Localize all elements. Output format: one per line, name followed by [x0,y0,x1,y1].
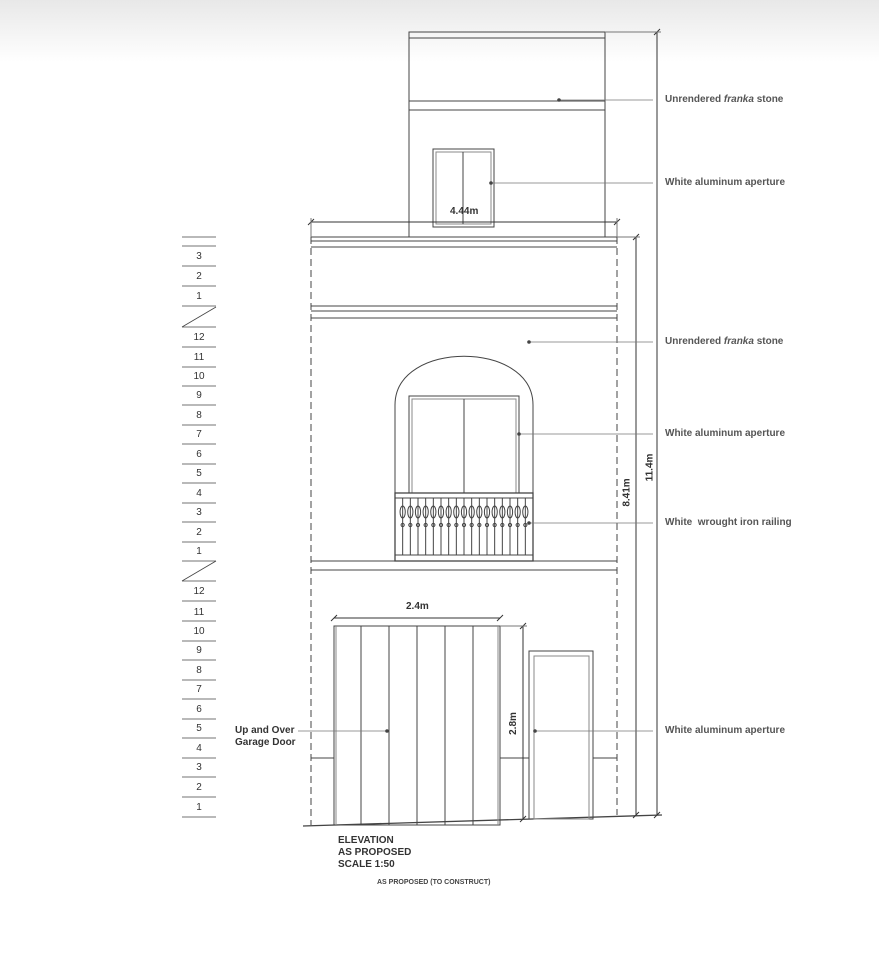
step-number: 2 [196,271,202,282]
roof-structure [409,32,605,237]
label-roof-aperture: White aluminum aperture [665,177,786,188]
step-number: 1 [196,802,202,813]
dimension-garage-height: 2.8m [507,712,519,735]
leader-lines [298,100,656,731]
label-ground-aperture: White aluminum aperture [665,725,786,736]
stair-break-lower [182,561,216,581]
step-number: 8 [196,665,202,676]
title-line-1: ELEVATION [338,835,394,846]
drawing-subtitle: AS PROPOSED (TO CONSTRUCT) [377,879,491,886]
step-number: 2 [196,527,202,538]
step-number: 10 [193,626,205,637]
step-number: 1 [196,546,202,557]
stair-break-upper [182,307,216,327]
dimension-facade-height: 8.41m [621,478,633,507]
step-number: 6 [196,704,202,715]
step-number: 7 [196,684,202,695]
step-number: 10 [193,371,205,382]
label-garage-line1: Up and Over [235,725,295,736]
label-upper-stone: Unrendered franka stone [665,336,784,347]
garage-door-drawing [334,626,500,825]
step-number: 4 [196,488,202,499]
dimension-garage-width: 2.4m [406,601,429,612]
step-number: 4 [196,743,202,754]
dimension-total-height: 11.4m [644,453,656,482]
step-number: 3 [196,507,202,518]
step-number: 12 [193,332,205,343]
step-number: 6 [196,449,202,460]
step-number: 8 [196,410,202,421]
step-number: 7 [196,429,202,440]
label-garage-door [235,725,296,749]
label-railing: White wrought iron railing [665,517,792,528]
label-upper-aperture: White aluminum aperture [665,428,786,439]
step-number: 1 [196,291,202,302]
step-number: 12 [193,586,205,597]
balcony-railing [395,493,533,561]
step-number: 5 [196,468,202,479]
step-number: 11 [193,607,205,618]
main-facade [303,237,662,826]
step-number: 11 [193,352,205,363]
title-line-2: AS PROPOSED [338,847,412,858]
step-number: 3 [196,762,202,773]
dimension-facade-width: 4.44m [450,206,479,217]
label-garage-line2: Garage Door [235,737,296,748]
step-number: 2 [196,782,202,793]
step-number: 9 [196,390,202,401]
arched-window [395,356,533,493]
step-number: 9 [196,645,202,656]
label-roof-stone: Unrendered franka stone [665,94,784,105]
step-number: 3 [196,251,202,262]
title-line-3: SCALE 1:50 [338,859,395,870]
drawing-title [338,835,411,871]
step-number: 5 [196,723,202,734]
entrance-door-drawing [529,651,593,819]
